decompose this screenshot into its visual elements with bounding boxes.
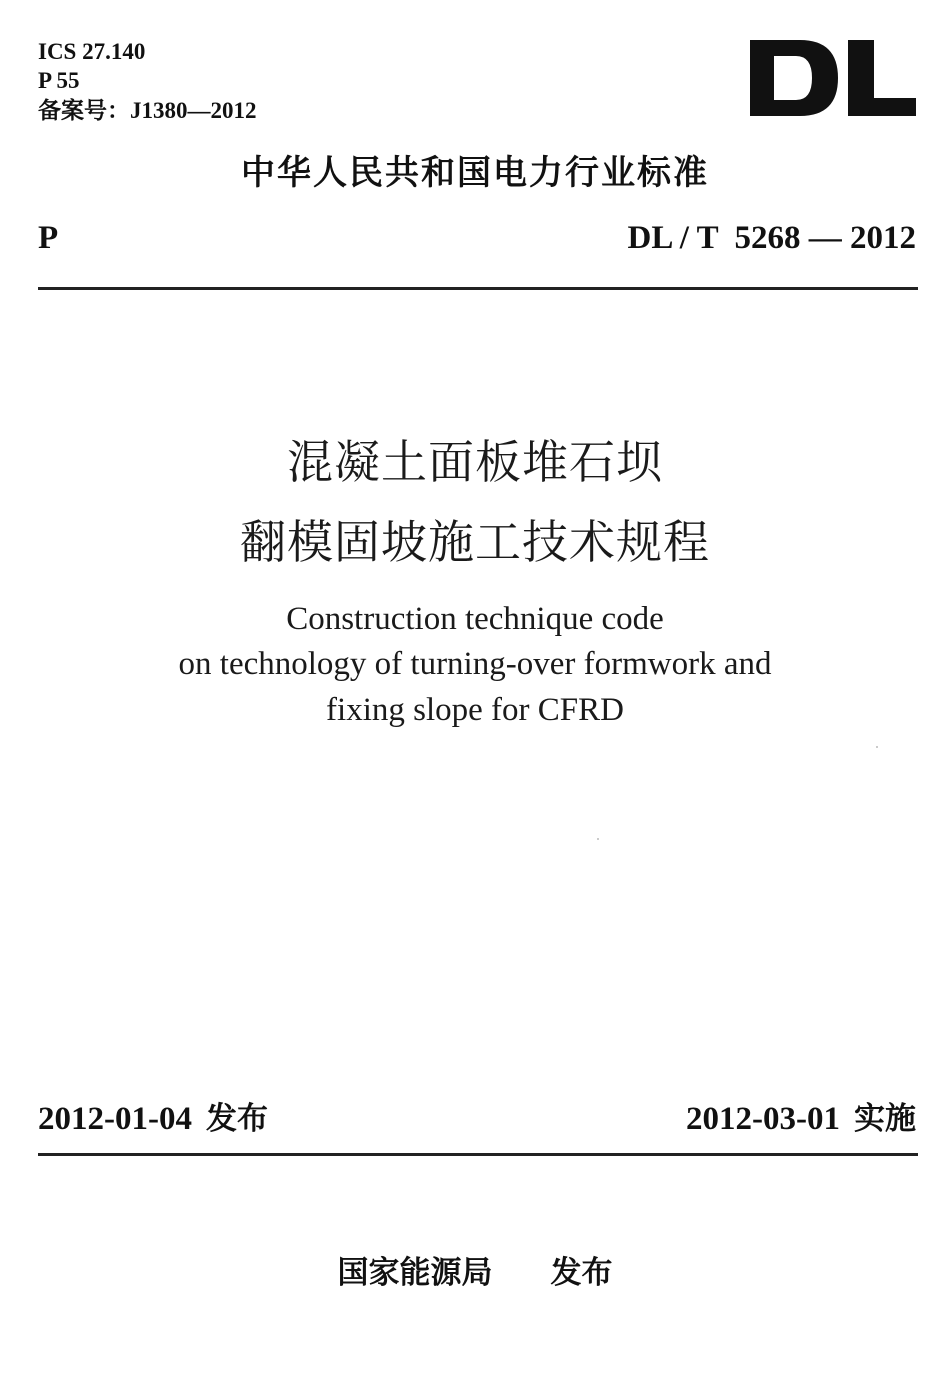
issue-date: 2012-01-04 <box>38 1101 192 1137</box>
chinese-title-line-2: 翻模固坡施工技术规程 <box>240 515 710 569</box>
dl-logo <box>748 38 918 118</box>
record-number: 备案号：J1380—2012 <box>38 98 257 123</box>
effective-label: 实施 <box>854 1101 916 1137</box>
standard-class: P <box>38 220 59 256</box>
publisher-name: 国家能源局 <box>337 1255 493 1291</box>
english-title-line-2: on technology of turning-over formwork and <box>178 646 772 682</box>
industry-standard-heading: 中华人民共和国电力行业标准 <box>241 153 709 193</box>
effective-date-line <box>686 1097 916 1141</box>
publisher-line <box>0 1250 950 1296</box>
bottom-divider <box>38 1153 918 1156</box>
classification-code: P 55 <box>38 68 80 93</box>
scan-speck <box>876 746 878 748</box>
issue-date-line <box>38 1097 268 1141</box>
chinese-title-line-1: 混凝土面板堆石坝 <box>287 435 663 489</box>
english-title-line-3: fixing slope for CFRD <box>326 692 624 728</box>
english-title-line-1: Construction technique code <box>286 601 664 637</box>
scan-speck <box>597 838 599 840</box>
publisher-action: 发布 <box>550 1255 613 1291</box>
ics-code: ICS 27.140 <box>38 39 146 64</box>
top-divider <box>38 287 918 290</box>
standard-number: DL / T 5268 — 2012 <box>627 220 916 256</box>
effective-date: 2012-03-01 <box>686 1101 840 1137</box>
issue-label: 发布 <box>205 1101 268 1137</box>
